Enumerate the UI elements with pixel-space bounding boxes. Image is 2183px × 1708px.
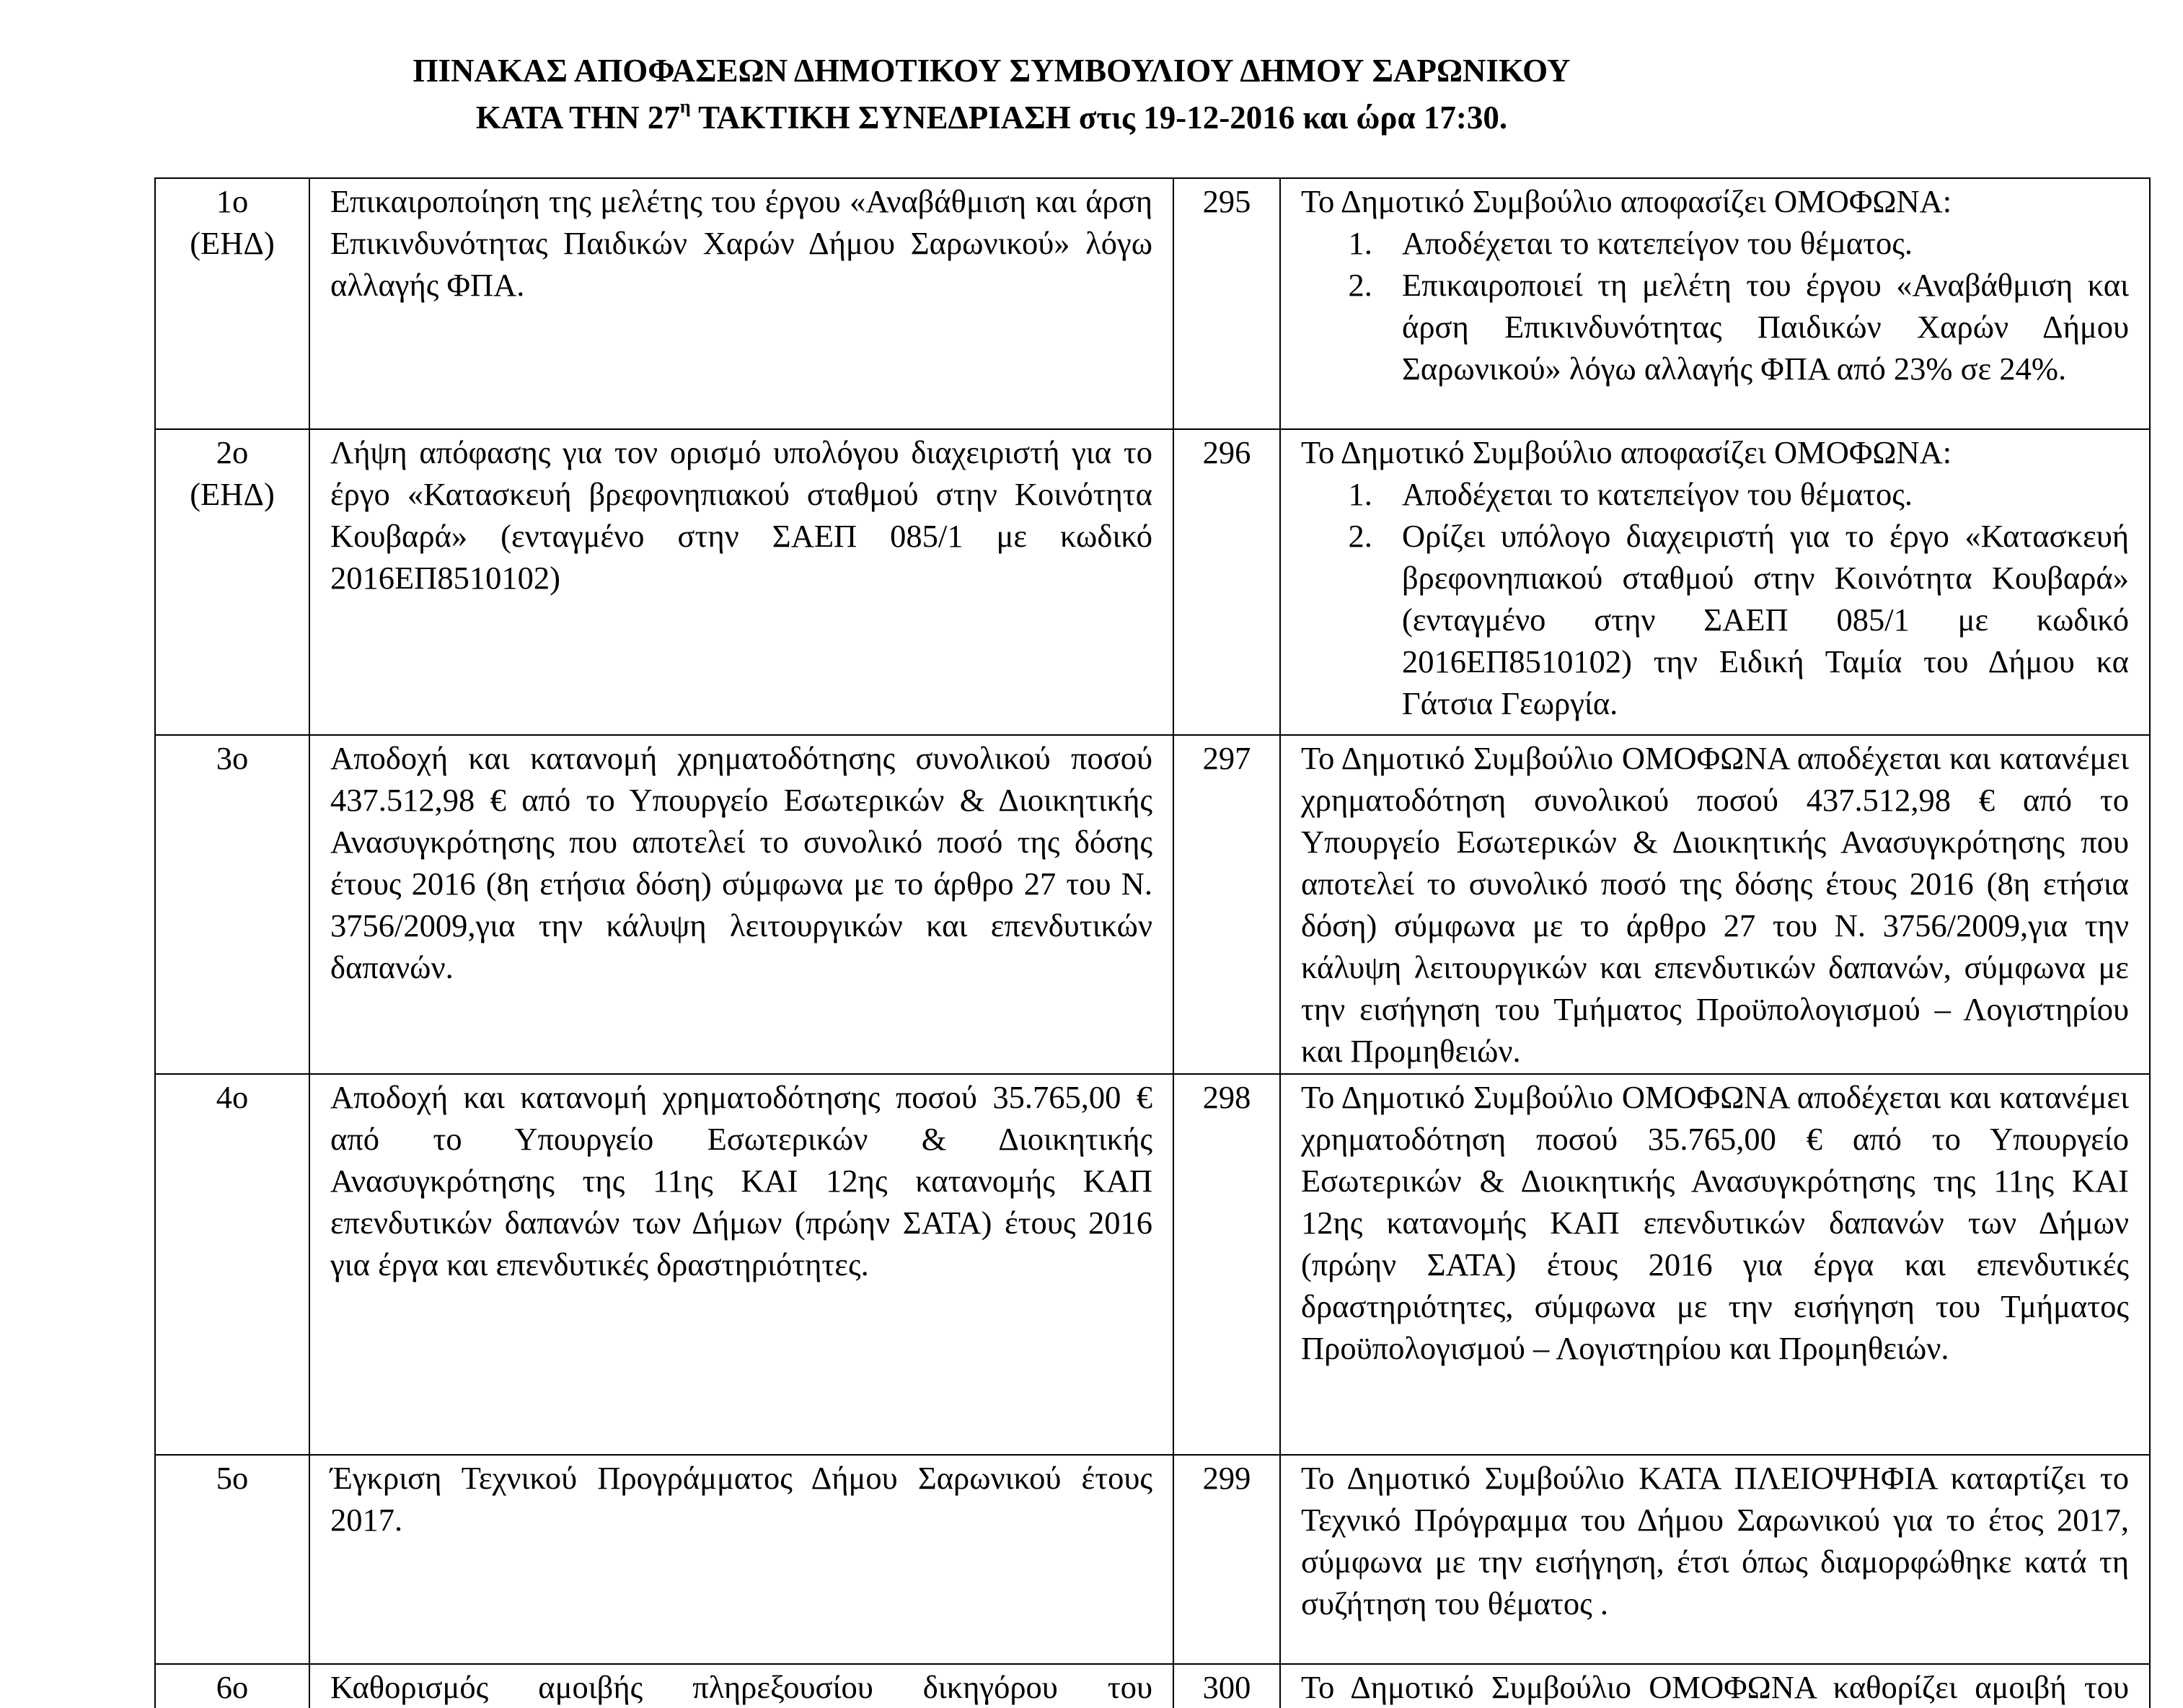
table-row <box>155 429 2150 735</box>
resolution-item: 2. Επικαιροποιεί τη μελέτη του έργου «Αναβάθμιση και άρση Επικινδυνότητας Παιδικών Χαρών Δήμου Σαρωνικού» λόγω αλλαγής ΦΠΑ από 23% σε 24%. <box>1380 264 2129 389</box>
item-number: 1ο <box>216 183 249 219</box>
decision-number: 296 <box>1173 429 1280 735</box>
resolution-text: Το Δημοτικό Συμβούλιο ΚΑΤΑ ΠΛΕΙΟΨΗΦΙΑ καταρτίζει το Τεχνικό Πρόγραμμα του Δήμου Σαρωνικού για το έτος 2017, σύμφωνα με την εισήγηση, έτσι όπως διαμορφώθηκε κατά τη συζήτηση του θέματος . <box>1280 1455 2150 1664</box>
resolution-item: 1. Αποδέχεται το κατεπείγον του θέματος. <box>1380 473 2129 515</box>
item-subject: Λήψη απόφασης για τον ορισμό υπολόγου διαχειριστή για το έργο «Κατασκευή βρεφονηπιακού σταθμού στην Κοινότητα Κουβαρά» (ενταγμένο στην ΣΑΕΠ 085/1 με κωδικό 2016ΕΠ8510102) <box>309 429 1173 735</box>
resolution-intro: Το Δημοτικό Συμβούλιο αποφασίζει ΟΜΟΦΩΝΑ: <box>1301 434 1952 470</box>
table-row <box>155 1664 2150 1708</box>
resolution-list <box>1301 473 2129 724</box>
item-number: 6ο <box>155 1664 309 1708</box>
document-title: ΠΙΝΑΚΑΣ ΑΠΟΦΑΣΕΩΝ ΔΗΜΟΤΙΚΟΥ ΣΥΜΒΟΥΛΙΟΥ ΔΗΜΟΥ ΣΑΡΩΝΙΚΟΥ <box>413 53 1571 89</box>
item-subject: Επικαιροποίηση της μελέτης του έργου «Αναβάθμιση και άρση Επικινδυνότητας Παιδικών Χαρών Δήμου Σαρωνικού» λόγω αλλαγής ΦΠΑ. <box>309 178 1173 429</box>
decision-number: 295 <box>1173 178 1280 429</box>
subtitle-suffix: ΤΑΚΤΙΚΗ ΣΥΝΕΔΡΙΑΣΗ στις 19-12-2016 και ώρα 17:30. <box>690 100 1508 136</box>
decision-number: 297 <box>1173 735 1280 1074</box>
item-subject: Έγκριση Τεχνικού Προγράμματος Δήμου Σαρωνικού έτους 2017. <box>309 1455 1173 1664</box>
resolution-item: 2. Ορίζει υπόλογο διαχειριστή για το έργο «Κατασκευή βρεφονηπιακού σταθμού στην Κοινότητα Κουβαρά» (ενταγμένο στην ΣΑΕΠ 085/1 με κωδικό 2016ΕΠ8510102) την Ειδική Ταμία του Δήμου κα Γάτσια Γεωργία. <box>1380 515 2129 724</box>
item-number-cell <box>155 178 309 429</box>
item-number: 4ο <box>155 1074 309 1455</box>
item-tag: (ΕΗΔ) <box>190 476 275 512</box>
resolution-cell <box>1280 429 2150 735</box>
resolution-text: Το Δημοτικό Συμβούλιο ΟΜΟΦΩΝΑ καθορίζει αμοιβή του <box>1280 1664 2150 1708</box>
decisions-table <box>154 177 2151 1708</box>
resolution-list <box>1301 222 2129 389</box>
item-number: 5ο <box>155 1455 309 1664</box>
item-number: 2ο <box>216 434 249 470</box>
decision-number: 298 <box>1173 1074 1280 1455</box>
item-subject: Αποδοχή και κατανομή χρηματοδότησης συνολικού ποσού 437.512,98 € από το Υπουργείο Εσωτερικών & Διοικητικής Ανασυγκρότησης που αποτελεί το συνολικό ποσό της δόσης έτους 2016 (8η ετήσια δόση) σύμφωνα με το άρθρο 27 του Ν. 3756/2009,για την κάλυψη λειτουργικών και επενδυτικών δαπανών. <box>309 735 1173 1074</box>
item-subject: Καθορισμός αμοιβής πληρεξουσίου δικηγόρου του <box>309 1664 1173 1708</box>
decision-number: 299 <box>1173 1455 1280 1664</box>
item-number: 3ο <box>155 735 309 1074</box>
resolution-text: Το Δημοτικό Συμβούλιο ΟΜΟΦΩΝΑ αποδέχεται και κατανέμει χρηματοδότηση ποσού 35.765,00 € από το Υπουργείο Εσωτερικών & Διοικητικής Ανασυγκρότησης της 11ης ΚΑΙ 12ης κατανομής ΚΑΠ επενδυτικών δαπανών των Δήμων (πρώην ΣΑΤΑ) έτους 2016 για έργα και επενδυτικές δραστηριότητες, σύμφωνα με την εισήγηση του Τμήματος Προϋπολογισμού – Λογιστηρίου και Προμηθειών. <box>1280 1074 2150 1455</box>
resolution-item: 1. Αποδέχεται το κατεπείγον του θέματος. <box>1380 222 2129 264</box>
table-row <box>155 735 2150 1074</box>
resolution-intro: Το Δημοτικό Συμβούλιο αποφασίζει ΟΜΟΦΩΝΑ: <box>1301 183 1952 219</box>
table-row <box>155 1074 2150 1455</box>
table-row <box>155 1455 2150 1664</box>
item-number-cell <box>155 429 309 735</box>
decision-number: 300 <box>1173 1664 1280 1708</box>
table-row <box>155 178 2150 429</box>
resolution-text: Το Δημοτικό Συμβούλιο ΟΜΟΦΩΝΑ αποδέχεται και κατανέμει χρηματοδότηση συνολικού ποσού 437.512,98 € από το Υπουργείο Εσωτερικών & Διοικητικής Ανασυγκρότησης που αποτελεί το συνολικό ποσό της δόσης έτους 2016 (8η ετήσια δόση) σύμφωνα με το άρθρο 27 του Ν. 3756/2009,για την κάλυψη λειτουργικών και επενδυτικών δαπανών, σύμφωνα με την εισήγηση του Τμήματος Προϋπολογισμού – Λογιστηρίου και Προμηθειών. <box>1280 735 2150 1074</box>
item-subject: Αποδοχή και κατανομή χρηματοδότησης ποσού 35.765,00 € από το Υπουργείο Εσωτερικών & Διοικητικής Ανασυγκρότησης της 11ης ΚΑΙ 12ης κατανομής ΚΑΠ επενδυτικών δαπανών των Δήμων (πρώην ΣΑΤΑ) έτους 2016 για έργα και επενδυτικές δραστηριότητες. <box>309 1074 1173 1455</box>
item-tag: (ΕΗΔ) <box>190 225 275 261</box>
subtitle-ordinal: η <box>679 96 691 117</box>
resolution-cell <box>1280 178 2150 429</box>
subtitle-prefix: ΚΑΤΑ ΤΗΝ 27 <box>475 100 680 136</box>
document-subtitle <box>0 96 1983 136</box>
